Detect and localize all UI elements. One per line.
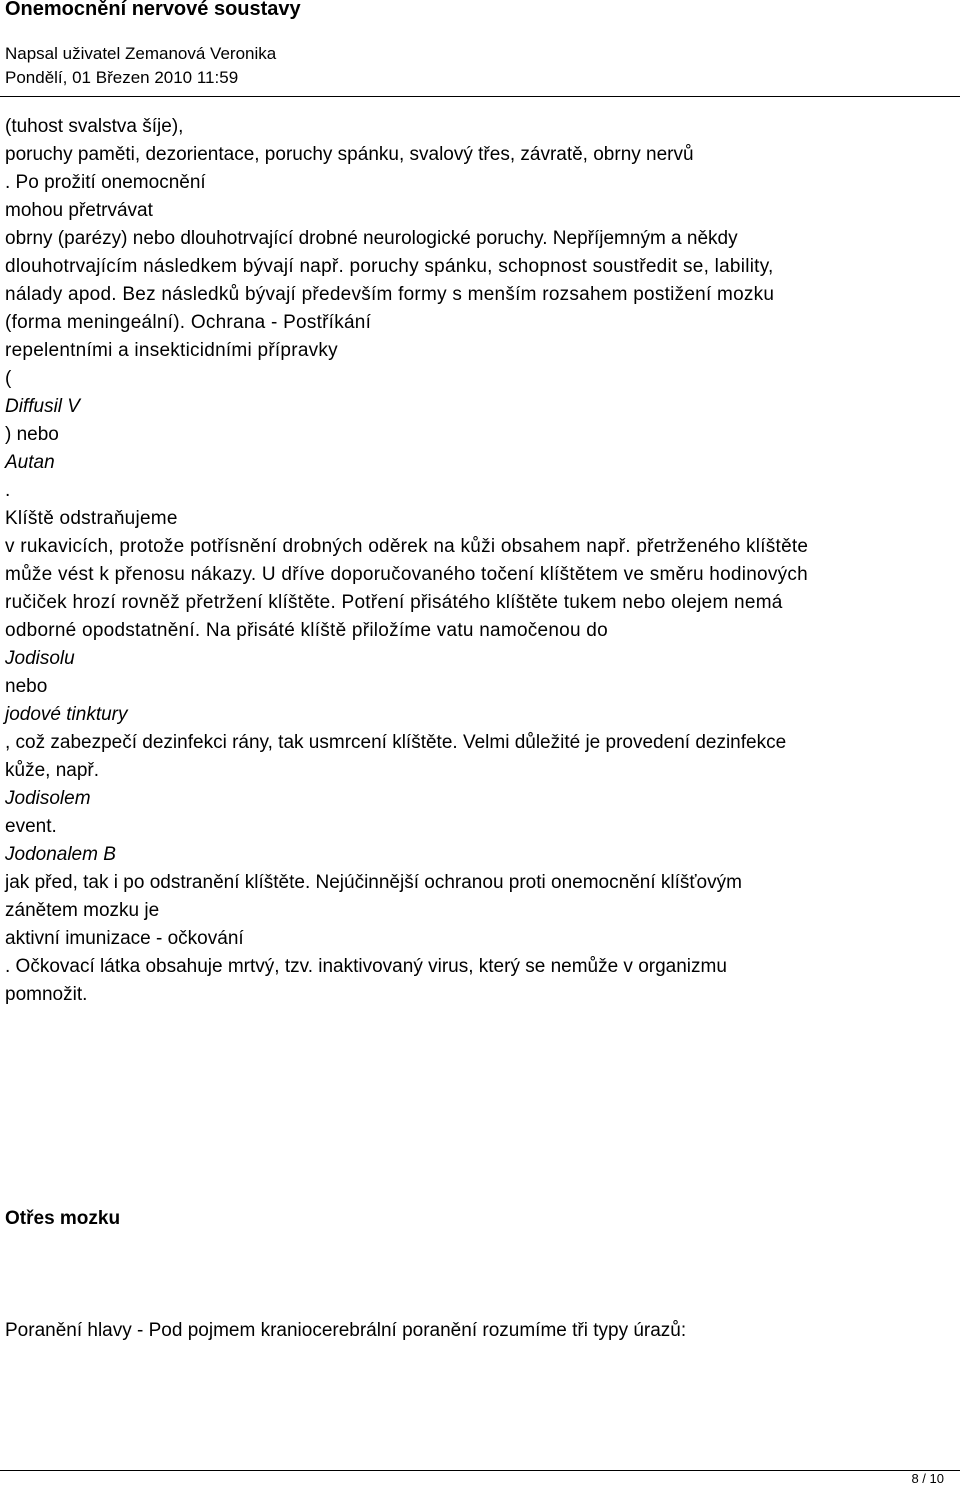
section-intro: Poranění hlavy - Pod pojmem kraniocerebrální poranění rozumíme tři typy úrazů: xyxy=(5,1320,687,1341)
body-line: . xyxy=(5,480,11,501)
body-line: dlouhotrvajícím následkem bývají např. poruchy spánku, schopnost soustředit se, lability, xyxy=(5,256,774,277)
body-line: kůže, např. xyxy=(5,760,99,781)
article-body xyxy=(5,113,955,1009)
body-line: nálady apod. Bez následků bývají především formy s menším rozsahem postižení mozku xyxy=(5,284,775,305)
body-line: Klíště odstraňujeme xyxy=(5,508,178,529)
body-line: zánětem mozku je xyxy=(5,900,160,921)
product-name-diffusil: Diffusil V xyxy=(5,396,80,417)
body-line: aktivní imunizace - očkování xyxy=(5,928,244,949)
body-line: ( xyxy=(5,368,12,389)
body-line: . Očkovací látka obsahuje mrtvý, tzv. inaktivovaný virus, který se nemůže v organizmu xyxy=(5,956,727,977)
body-line: . Po prožití onemocnění xyxy=(5,172,206,193)
body-line: event. xyxy=(5,816,57,837)
body-line: nebo xyxy=(5,676,48,697)
body-line: odborné opodstatnění. Na přisáté klíště přiložíme vatu namočenou do xyxy=(5,620,608,641)
body-line: jak před, tak i po odstranění klíštěte. Nejúčinnější ochranou proti onemocnění klíšťovým xyxy=(5,872,742,893)
body-line: v rukavicích, protože potřísnění drobných oděrek na kůži obsahem např. přetrženého klíštěte xyxy=(5,536,809,557)
body-line: (forma meningeální). Ochrana - Postříkání xyxy=(5,312,372,333)
product-name-autan: Autan xyxy=(5,452,55,473)
section-heading: Otřes mozku xyxy=(5,1208,121,1229)
body-line: může vést k přenosu nákazy. U dříve doporučovaného točení klíštětem ve směru hodinových xyxy=(5,564,808,585)
product-name-jodisolu: Jodisolu xyxy=(5,648,75,669)
author-line: Napsal uživatel Zemanová Veronika xyxy=(5,44,277,63)
product-name-jodisolem: Jodisolem xyxy=(5,788,91,809)
body-line: pomnožit. xyxy=(5,984,88,1005)
date-line: Pondělí, 01 Březen 2010 11:59 xyxy=(5,68,239,87)
body-line: poruchy paměti, dezorientace, poruchy spánku, svalový třes, závratě, obrny nervů xyxy=(5,144,694,165)
body-line: ručiček hrozí rovněž přetržení klíštěte. Potření přisátého klíštěte tukem nebo olejem nemá xyxy=(5,592,783,613)
body-line: mohou přetrvávat xyxy=(5,200,153,221)
body-line: ) nebo xyxy=(5,424,59,445)
product-name-jodove-tinktury: jodové tinktury xyxy=(5,704,128,725)
body-line: obrny (parézy) nebo dlouhotrvající drobné neurologické poruchy. Nepříjemným a někdy xyxy=(5,228,738,249)
body-line: repelentními a insekticidními přípravky xyxy=(5,340,338,361)
header-divider xyxy=(0,96,960,97)
body-line: , což zabezpečí dezinfekci rány, tak usmrcení klíštěte. Velmi důležité je provedení dezinfekce xyxy=(5,732,787,753)
footer-divider xyxy=(0,1470,960,1471)
page-number: 8 / 10 xyxy=(911,1471,944,1486)
product-name-jodonalem: Jodonalem B xyxy=(5,844,116,865)
document-title: Onemocnění nervové soustavy xyxy=(5,0,301,20)
body-line: (tuhost svalstva šíje), xyxy=(5,116,184,137)
